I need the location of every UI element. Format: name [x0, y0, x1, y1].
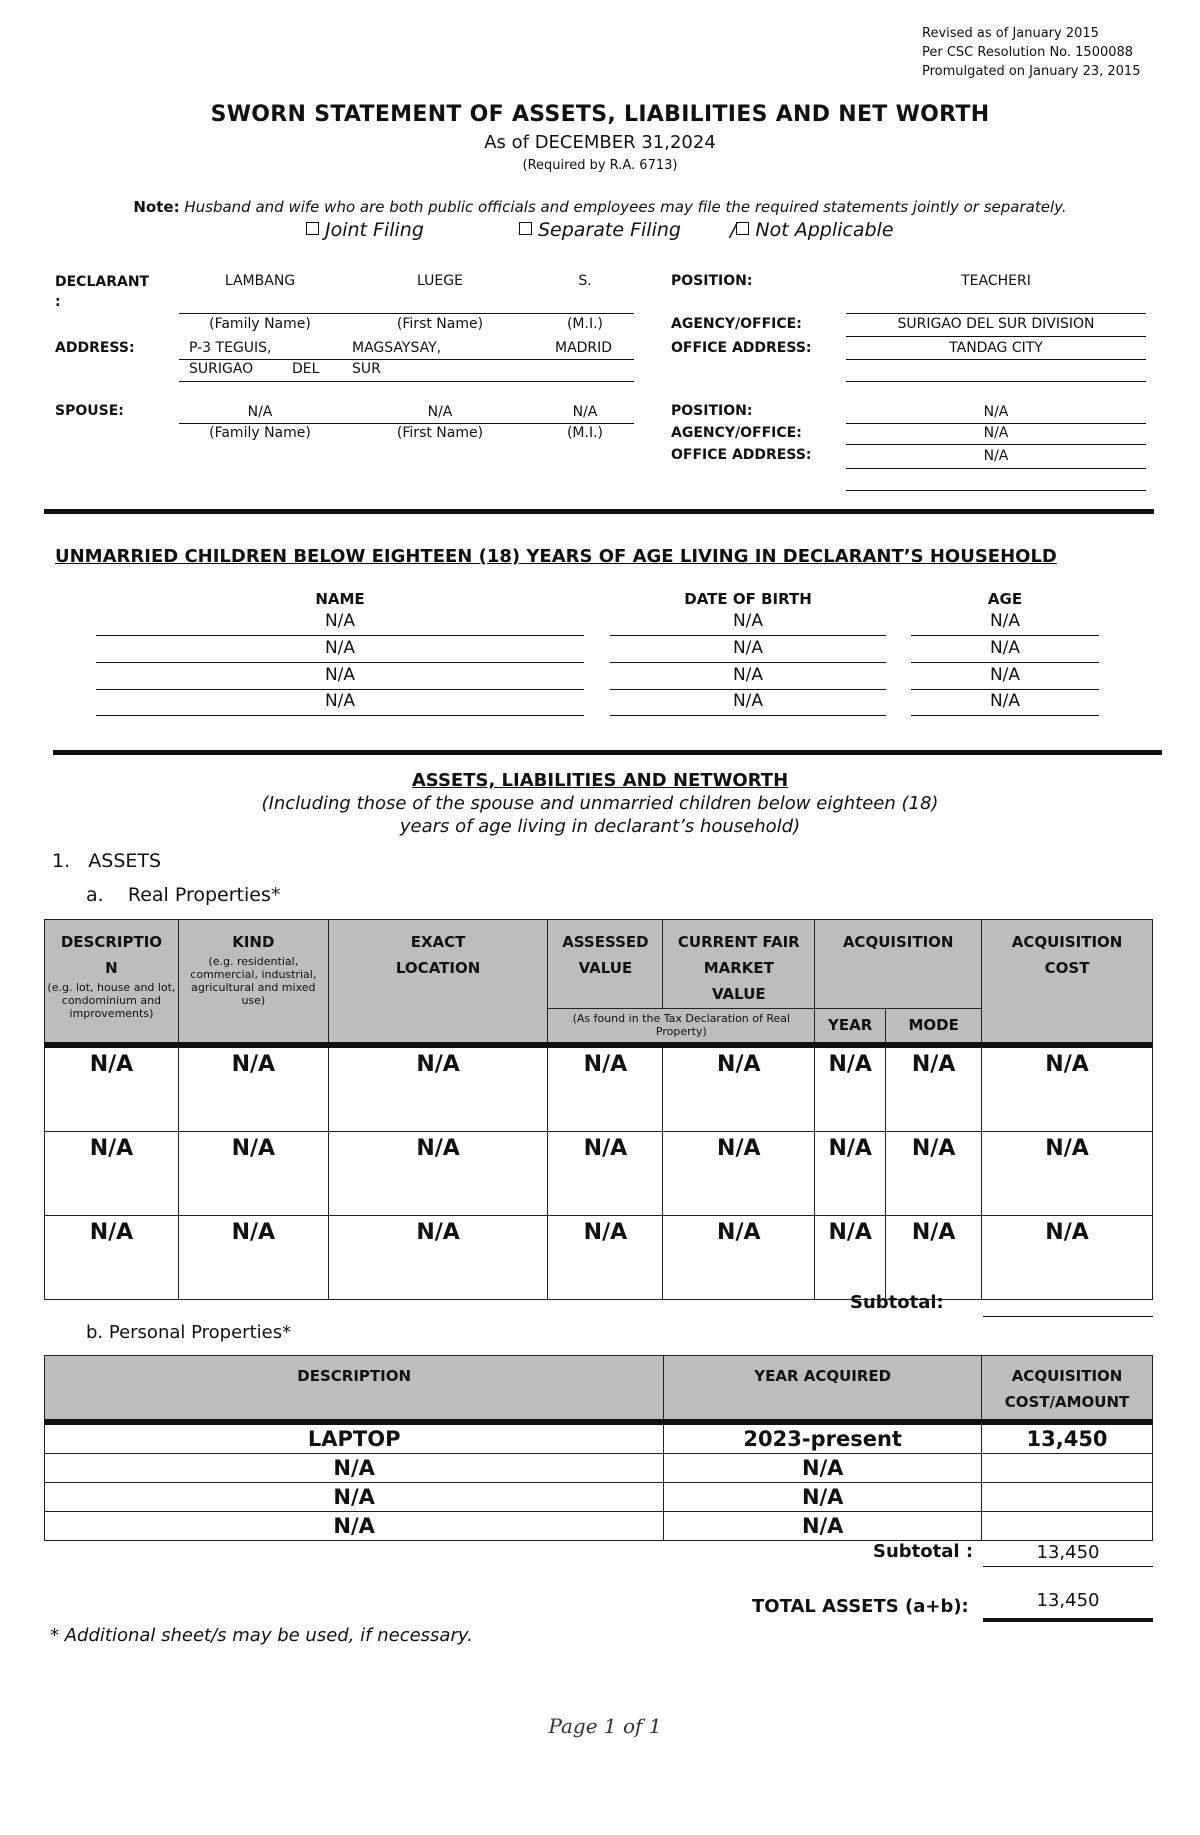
agency-value: SURIGAO DEL SUR DIVISION [897, 316, 1095, 332]
rp-h-cfmv1: CURRENT FAIR [677, 933, 800, 951]
rp-assessed: N/A [548, 1131, 663, 1215]
child-dob: N/A [732, 638, 764, 658]
declarant-label [55, 272, 149, 312]
pp-desc: N/A [45, 1453, 664, 1482]
separate-filing-label: Separate Filing [538, 219, 681, 241]
child-line [610, 715, 886, 716]
required-by: (Required by R.A. 6713) [522, 158, 678, 173]
personal-properties-table [44, 1355, 1153, 1541]
address-province-1: SURIGAO [189, 361, 254, 377]
spouse-label: SPOUSE: [55, 403, 124, 419]
spouse-caption-mi: (M.I.) [566, 425, 604, 441]
address-street: P-3 TEGUIS, [189, 340, 272, 356]
child-line [96, 635, 584, 636]
separate-filing-checkbox[interactable] [519, 222, 532, 235]
child-line [96, 662, 584, 663]
child-dob: N/A [732, 691, 764, 711]
real-properties-label: Real Properties* [127, 884, 281, 906]
not-applicable-label: Not Applicable [755, 219, 894, 241]
rp-desc: N/A [45, 1045, 179, 1132]
child-name: N/A [324, 665, 356, 685]
office-address-line-2 [846, 381, 1146, 382]
pp-header-year [664, 1356, 982, 1422]
rp-location: N/A [328, 1215, 548, 1299]
rp-assessed: N/A [548, 1215, 663, 1299]
rp-mode: N/A [886, 1045, 982, 1132]
personal-properties-heading: b. Personal Properties* [86, 1322, 292, 1343]
table-row [45, 1422, 1153, 1454]
address-province-2: DEL [292, 361, 320, 377]
table-row [45, 1131, 1153, 1215]
child-dob: N/A [732, 611, 764, 631]
spouse-caption-first: (First Name) [396, 425, 484, 441]
child-name: N/A [324, 691, 356, 711]
filing-note [0, 198, 1200, 216]
address-line-1 [179, 359, 634, 360]
rp-header-tax-note [548, 1009, 815, 1045]
rp-location: N/A [328, 1131, 548, 1215]
rp-h-cfmv3: VALUE [711, 985, 766, 1003]
address-label: ADDRESS: [55, 340, 135, 356]
rp-h-location: LOCATION [395, 959, 481, 977]
rp-desc: N/A [45, 1131, 179, 1215]
rp-h-tax-note: (As found in the Tax Declaration of Real Property) [572, 1012, 791, 1039]
position-value: TEACHERI [961, 273, 1031, 289]
address-town: MADRID [555, 340, 613, 356]
pp-cost [982, 1482, 1153, 1511]
spouse-position-label: POSITION: [671, 403, 753, 419]
rp-kind: N/A [178, 1131, 328, 1215]
rp-h-desc: DESCRIPTIO [60, 933, 163, 951]
child-line [610, 635, 886, 636]
pp-h-cost2: COST/AMOUNT [1004, 1393, 1130, 1411]
rp-kind: N/A [178, 1215, 328, 1299]
rp-header-kind [178, 920, 328, 1045]
rp-cost: N/A [982, 1045, 1153, 1132]
spouse-position-value: N/A [983, 404, 1009, 420]
pp-h-desc: DESCRIPTION [297, 1367, 412, 1385]
table-row [45, 1045, 1153, 1132]
table-row [45, 1511, 1153, 1540]
declarant-colon: : [55, 294, 61, 310]
table-row [45, 1453, 1153, 1482]
rp-mode: N/A [886, 1131, 982, 1215]
not-applicable-option[interactable] [730, 219, 894, 241]
spouse-office-address-value: N/A [983, 448, 1009, 464]
child-age: N/A [989, 665, 1021, 685]
children-col-age: AGE [987, 590, 1023, 608]
child-line [911, 689, 1099, 690]
spouse-office-address-label: OFFICE ADDRESS: [671, 447, 812, 463]
position-label: POSITION: [671, 273, 753, 289]
pp-header-description [45, 1356, 664, 1422]
pp-desc: N/A [45, 1482, 664, 1511]
address-barangay: MAGSAYSAY, [352, 340, 442, 356]
rp-h-acq: ACQUISITION [842, 933, 954, 951]
pp-year: N/A [664, 1453, 982, 1482]
footnote: * Additional sheet/s may be used, if necessary. [50, 1625, 473, 1646]
real-properties-number: a. [86, 884, 104, 906]
child-line [911, 635, 1099, 636]
rp-header-acquisition [815, 920, 982, 1009]
pp-desc: LAPTOP [45, 1422, 664, 1454]
pp-header-cost [982, 1356, 1153, 1422]
check-mark: / [730, 219, 737, 241]
note-label: Note: [133, 198, 180, 216]
rp-h-value: VALUE [578, 959, 633, 977]
pp-cost [982, 1511, 1153, 1540]
table-row [45, 1482, 1153, 1511]
personal-subtotal-line [983, 1566, 1153, 1567]
rp-desc: N/A [45, 1215, 179, 1299]
office-address-label: OFFICE ADDRESS: [671, 340, 812, 356]
child-age: N/A [989, 611, 1021, 631]
alnw-subtitle-1: (Including those of the spouse and unmarried children below eighteen (18) [261, 793, 939, 814]
spouse-agency-value: N/A [983, 425, 1009, 441]
rp-assessed: N/A [548, 1045, 663, 1132]
caption-family-name: (Family Name) [209, 316, 311, 332]
real-subtotal-line [983, 1316, 1153, 1317]
real-subtotal-label: Subtotal: [850, 1292, 944, 1313]
pp-year: N/A [664, 1511, 982, 1540]
joint-filing-label: Joint Filing [325, 219, 424, 241]
rp-h-kind: KIND [232, 933, 275, 951]
rp-cfmv: N/A [663, 1215, 815, 1299]
rp-year: N/A [815, 1131, 886, 1215]
rp-h-cost2: COST [1044, 959, 1090, 977]
spouse-office-line-1 [846, 468, 1146, 469]
child-dob: N/A [732, 665, 764, 685]
declarant-family-name: LAMBANG [224, 273, 296, 289]
spouse-caption-family: (Family Name) [209, 425, 311, 441]
rp-year: N/A [815, 1045, 886, 1132]
children-col-dob: DATE OF BIRTH [684, 590, 812, 608]
child-line [610, 662, 886, 663]
rp-h-cost1: ACQUISITION [1011, 933, 1123, 951]
pp-year: N/A [664, 1482, 982, 1511]
total-assets-value: 13,450 [1036, 1590, 1100, 1611]
address-line-2 [179, 381, 634, 382]
rp-h-assessed: ASSESSED [562, 933, 649, 951]
total-assets-line [983, 1618, 1153, 1622]
pp-cost: 13,450 [982, 1422, 1153, 1454]
section-divider-2 [53, 750, 1162, 755]
address-province-3: SUR [352, 361, 381, 377]
caption-first-name: (First Name) [396, 316, 484, 332]
pp-h-cost1: ACQUISITION [1011, 1367, 1123, 1385]
spouse-office-line-2 [846, 490, 1146, 491]
child-name: N/A [324, 611, 356, 631]
revision-resolution: Per CSC Resolution No. 1500088 [922, 45, 1134, 60]
rp-cost: N/A [982, 1131, 1153, 1215]
child-age: N/A [989, 691, 1021, 711]
spouse-position-line [846, 423, 1146, 424]
spouse-name-line [179, 423, 634, 424]
section-divider-1 [44, 509, 1154, 514]
personal-subtotal-value: 13,450 [1036, 1542, 1100, 1563]
assets-heading [52, 850, 161, 872]
revision-promulgated: Promulgated on January 23, 2015 [922, 64, 1141, 79]
rp-header-description [45, 920, 179, 1045]
rp-header-mode: MODE [886, 1009, 982, 1045]
rp-cfmv: N/A [663, 1131, 815, 1215]
children-col-name: NAME [315, 590, 365, 608]
page-number: Page 1 of 1 [548, 1714, 662, 1738]
child-age: N/A [989, 638, 1021, 658]
table-row [45, 1215, 1153, 1299]
child-name: N/A [324, 638, 356, 658]
alnw-title: ASSETS, LIABILITIES AND NETWORTH [411, 770, 789, 791]
child-line [96, 715, 584, 716]
spouse-agency-line [846, 444, 1146, 445]
rp-kind: N/A [178, 1045, 328, 1132]
rp-mode: N/A [886, 1215, 982, 1299]
rp-year: N/A [815, 1215, 886, 1299]
revision-block [922, 24, 1140, 81]
spouse-first-name: N/A [427, 404, 453, 420]
page-title: SWORN STATEMENT OF ASSETS, LIABILITIES AND NET WORTH [210, 102, 990, 127]
note-text: Husband and wife who are both public officials and employees may file the required statements jointly or separately. [184, 198, 1067, 216]
pp-year: 2023-present [664, 1422, 982, 1454]
rp-h-cfmv2: MARKET [703, 959, 774, 977]
separate-filing-option[interactable] [519, 219, 681, 241]
rp-location: N/A [328, 1045, 548, 1132]
caption-mi: (M.I.) [566, 316, 604, 332]
agency-line [846, 336, 1146, 337]
total-assets-label: TOTAL ASSETS (a+b): [752, 1596, 969, 1617]
child-line [96, 689, 584, 690]
office-address-value: TANDAG CITY [949, 340, 1043, 356]
rp-header-cost [982, 920, 1153, 1045]
declarant-first-name: LUEGE [417, 273, 463, 289]
rp-h-kind-note: (e.g. residential, commercial, industrial, agricultural and mixed use) [190, 955, 317, 1007]
rp-h-exact: EXACT [410, 933, 466, 951]
spouse-agency-label: AGENCY/OFFICE: [671, 425, 802, 441]
real-properties-table [44, 919, 1153, 1300]
rp-header-year: YEAR [815, 1009, 886, 1045]
position-line [846, 313, 1146, 314]
real-properties-heading [86, 884, 280, 906]
alnw-subtitle-2: years of age living in declarant’s household) [399, 816, 801, 837]
pp-cost [982, 1453, 1153, 1482]
joint-filing-option[interactable] [306, 219, 424, 241]
rp-cfmv: N/A [663, 1045, 815, 1132]
rp-cost: N/A [982, 1215, 1153, 1299]
joint-filing-checkbox[interactable] [306, 222, 319, 235]
revision-date: Revised as of January 2015 [922, 26, 1099, 41]
assets-number: 1. [52, 850, 71, 872]
pp-desc: N/A [45, 1511, 664, 1540]
not-applicable-checkbox[interactable] [736, 222, 749, 235]
personal-subtotal-label: Subtotal : [873, 1541, 974, 1562]
child-line [610, 689, 886, 690]
child-line [911, 715, 1099, 716]
children-title: UNMARRIED CHILDREN BELOW EIGHTEEN (18) YEARS OF AGE LIVING IN DECLARANT’S HOUSEHOLD [55, 546, 1057, 567]
spouse-family-name: N/A [247, 404, 273, 420]
child-line [911, 662, 1099, 663]
rp-h-desc2: N [105, 959, 118, 977]
as-of-date: As of DECEMBER 31,2024 [484, 132, 716, 153]
rp-header-location [328, 920, 548, 1045]
assets-label: ASSETS [88, 850, 162, 872]
declarant-mi: S. [578, 273, 592, 289]
spouse-mi: N/A [572, 404, 598, 420]
pp-h-year: YEAR ACQUIRED [754, 1367, 892, 1385]
rp-header-cfmv [663, 920, 815, 1009]
declarant-label-text: DECLARANT [55, 274, 150, 290]
rp-header-assessed [548, 920, 663, 1009]
office-address-line-1 [846, 359, 1146, 360]
declarant-name-line [179, 313, 634, 314]
agency-label: AGENCY/OFFICE: [671, 316, 802, 332]
rp-h-desc-note: (e.g. lot, house and lot, condominium and improvements) [47, 981, 176, 1020]
